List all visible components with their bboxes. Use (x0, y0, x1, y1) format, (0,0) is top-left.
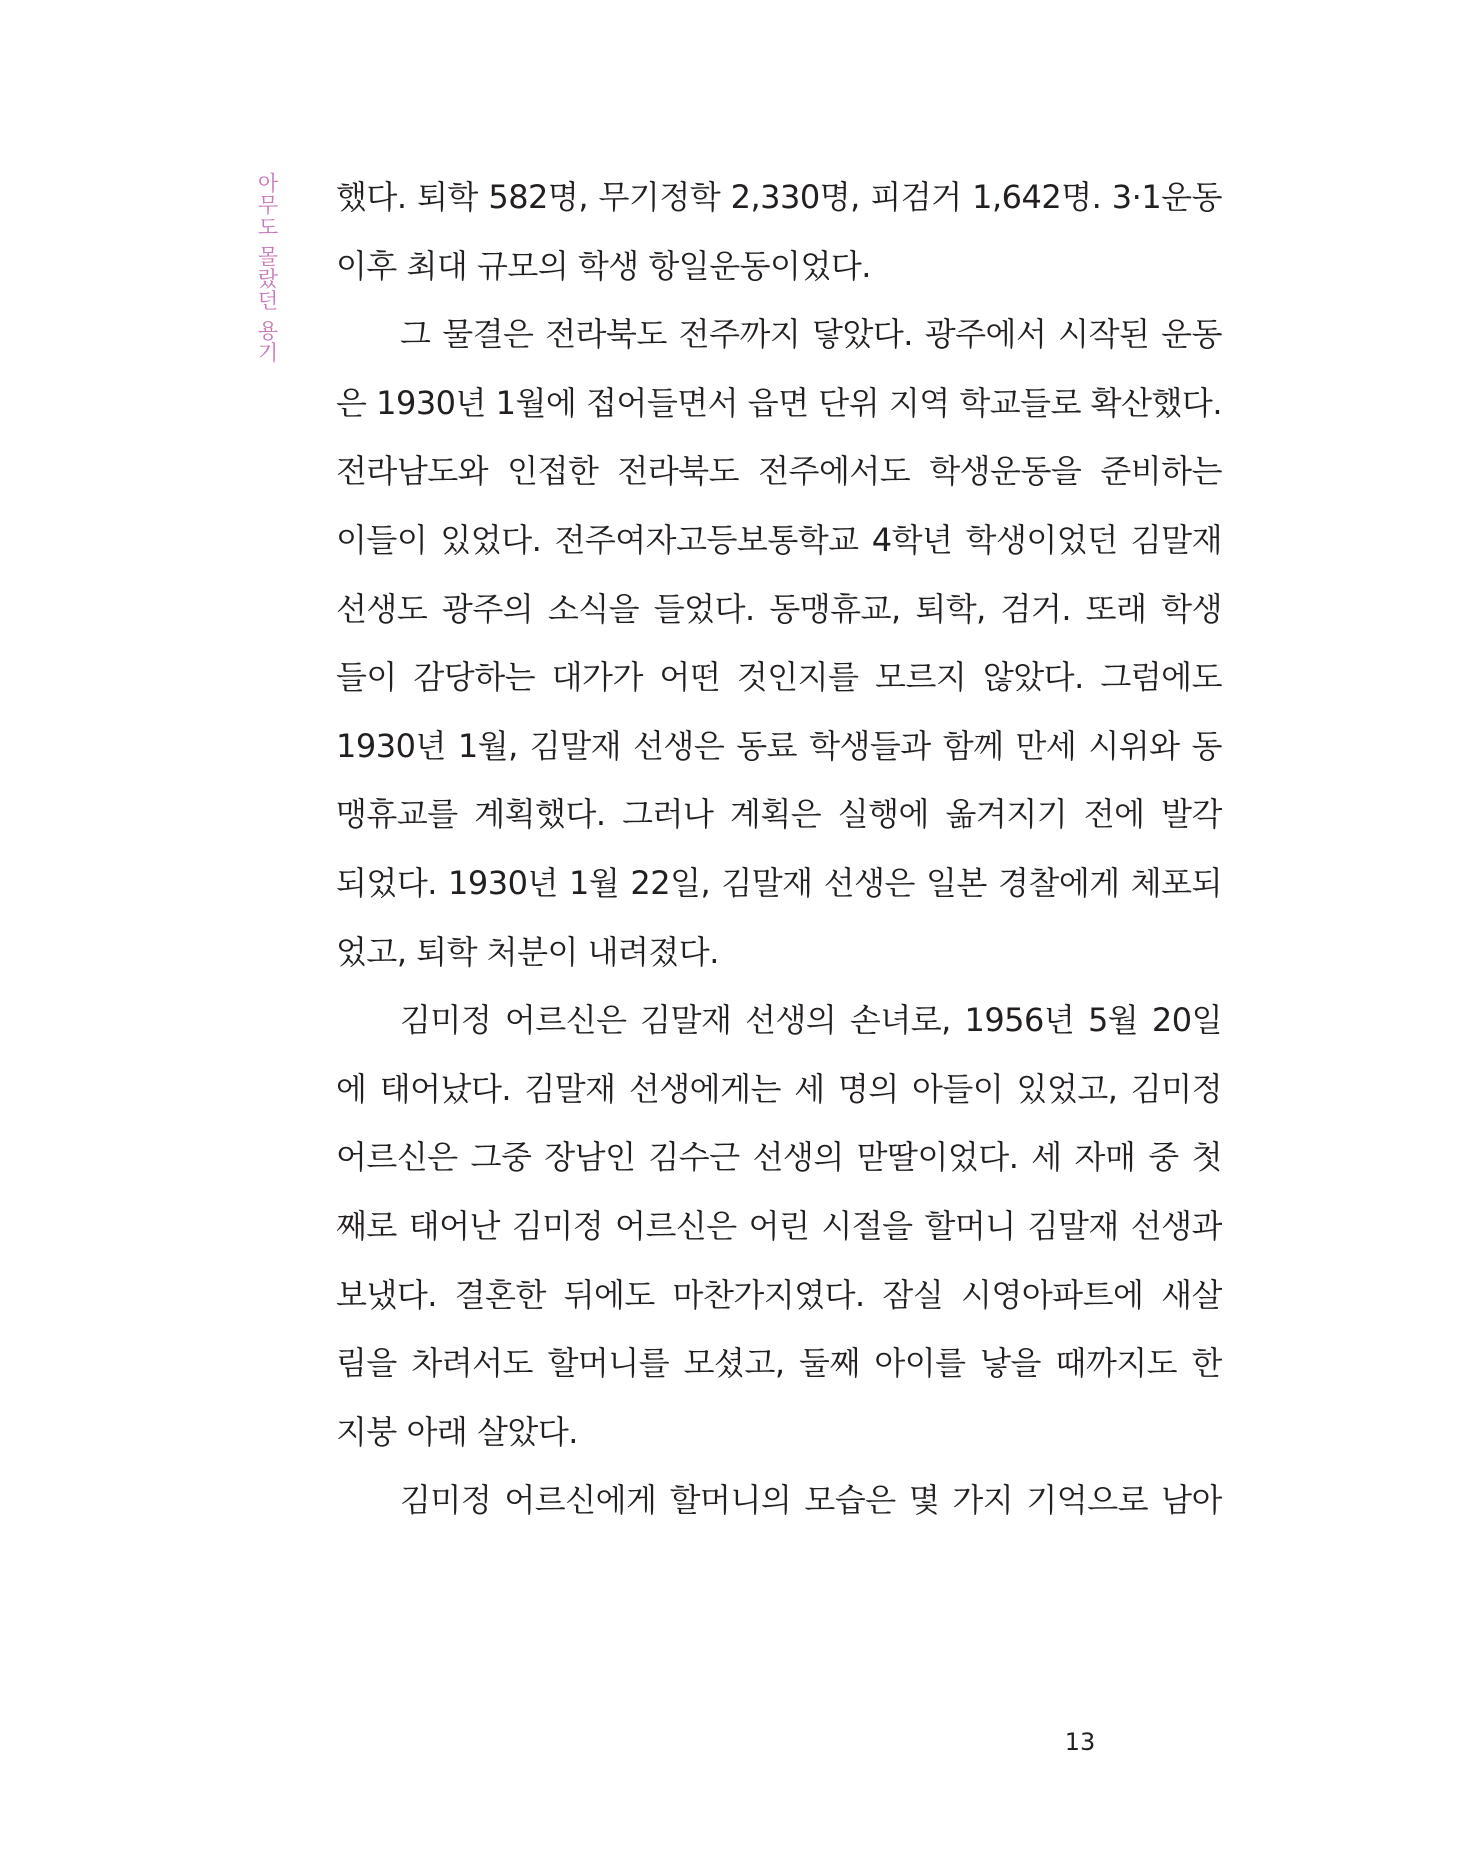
text-line: 보냈다. 결혼한 뒤에도 마찬가지였다. 잠실 시영아파트에 새살 (336, 1275, 1222, 1314)
text-line: 에 태어났다. 김말재 선생에게는 세 명의 아들이 있었고, 김미정 (336, 1069, 1222, 1108)
text-line: 맹휴교를 계획했다. 그러나 계획은 실행에 옮겨지기 전에 발각 (336, 795, 1222, 834)
page-number: 13 (1064, 1728, 1096, 1756)
paragraph (336, 1466, 1222, 1535)
text-line: 이후 최대 규모의 학생 항일운동이었다. (336, 246, 871, 285)
text-line: 김미정 어르신에게 할머니의 모습은 몇 가지 기억으로 남아 (400, 1481, 1222, 1520)
text-line: 째로 태어난 김미정 어르신은 어린 시절을 할머니 김말재 선생과 (336, 1206, 1222, 1245)
text-line: 이들이 있었다. 전주여자고등보통학교 4학년 학생이었던 김말재 (336, 520, 1222, 559)
text-line: 했다. 퇴학 582명, 무기정학 2,330명, 피검거 1,642명. 3·1운동 (336, 178, 1222, 216)
text-line: 되었다. 1930년 1월 22일, 김말재 선생은 일본 경찰에게 체포되 (336, 863, 1222, 902)
text-line: 은 1930년 1월에 접어들면서 읍면 단위 지역 학교들로 확산했다. (336, 383, 1222, 422)
text-line: 전라남도와 인접한 전라북도 전주에서도 학생운동을 준비하는 (336, 452, 1222, 491)
text-line: 어르신은 그중 장남인 김수근 선생의 맏딸이었다. 세 자매 중 첫 (336, 1138, 1222, 1177)
body-text (336, 163, 1222, 1535)
text-line: 들이 감당하는 대가가 어떤 것인지를 모르지 않았다. 그럼에도 (336, 658, 1222, 697)
text-line: 그 물결은 전라북도 전주까지 닿았다. 광주에서 시작된 운동 (400, 315, 1222, 354)
paragraph (336, 986, 1222, 1466)
running-header-title: 아무도 몰랐던 용기 (255, 172, 279, 364)
text-line: 림을 차려서도 할머니를 모셨고, 둘째 아이를 낳을 때까지도 한 (336, 1344, 1222, 1383)
text-line: 김미정 어르신은 김말재 선생의 손녀로, 1956년 5월 20일 (400, 1001, 1222, 1040)
text-line: 1930년 1월, 김말재 선생은 동료 학생들과 함께 만세 시위와 동 (336, 726, 1222, 765)
text-line: 었고, 퇴학 처분이 내려졌다. (336, 932, 719, 971)
text-line: 지붕 아래 살았다. (336, 1412, 578, 1451)
text-line: 선생도 광주의 소식을 들었다. 동맹휴교, 퇴학, 검거. 또래 학생 (336, 589, 1222, 628)
paragraph (336, 163, 1222, 300)
paragraph (336, 300, 1222, 986)
